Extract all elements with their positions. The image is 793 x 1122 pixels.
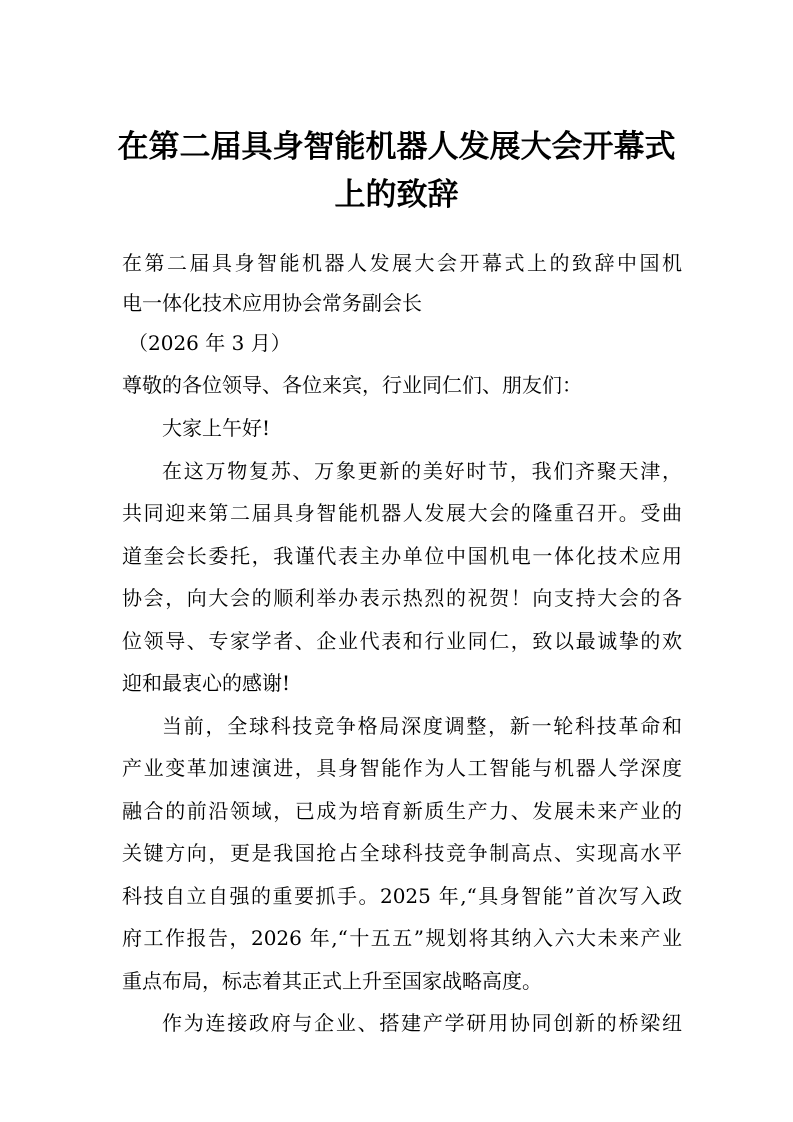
paragraph-1-line: 道奎会长委托，我谨代表主办单位中国机电一体化技术应用	[122, 544, 682, 568]
paragraph-2-line: 产业变革加速演进，具身智能作为人工智能与机器人学深度	[122, 756, 682, 780]
paragraph-1-line: 位领导、专家学者、企业代表和行业同仁，致以最诚挚的欢	[122, 629, 682, 653]
paragraph-1-line: 共同迎来第二届具身智能机器人发展大会的隆重召开。受曲	[122, 501, 682, 525]
paragraph-2-line: 融合的前沿领域，已成为培育新质生产力、发展未来产业的	[122, 799, 682, 823]
paragraph-2-line: 当前，全球科技竞争格局深度调整，新一轮科技革命和	[162, 714, 682, 738]
paragraph-2-line: 府工作报告，2026 年,“十五五”规划将其纳入六大未来产业	[122, 926, 682, 950]
subtitle-line-2: 电一体化技术应用协会常务副会长	[122, 291, 422, 315]
subtitle-line-1: 在第二届具身智能机器人发展大会开幕式上的致辞中国机	[122, 251, 682, 275]
speech-date: （2026 年 3 月）	[128, 331, 291, 355]
paragraph-1-line: 在这万物复苏、万象更新的美好时节，我们齐聚天津，	[162, 459, 682, 483]
paragraph-2-line: 科技自立自强的重要抓手。2025 年,“具身智能”首次写入政	[122, 884, 682, 908]
salutation: 尊敬的各位领导、各位来宾，行业同仁们、朋友们：	[122, 373, 582, 397]
document-title-line-1: 在第二届具身智能机器人发展大会开幕式	[117, 129, 676, 165]
document-title-line-2: 上的致辞	[334, 177, 459, 213]
paragraph-1-line: 协会，向大会的顺利举办表示热烈的祝贺！向支持大会的各	[122, 586, 682, 610]
paragraph-3-line: 作为连接政府与企业、搭建产学研用协同创新的桥梁纽	[162, 1011, 682, 1035]
paragraph-2-line: 关键方向，更是我国抢占全球科技竞争制高点、实现高水平	[122, 841, 682, 865]
paragraph-2-line: 重点布局，标志着其正式上升至国家战略高度。	[122, 969, 542, 993]
greeting: 大家上午好!	[162, 416, 271, 440]
paragraph-1-line: 迎和最衷心的感谢!	[122, 671, 291, 695]
